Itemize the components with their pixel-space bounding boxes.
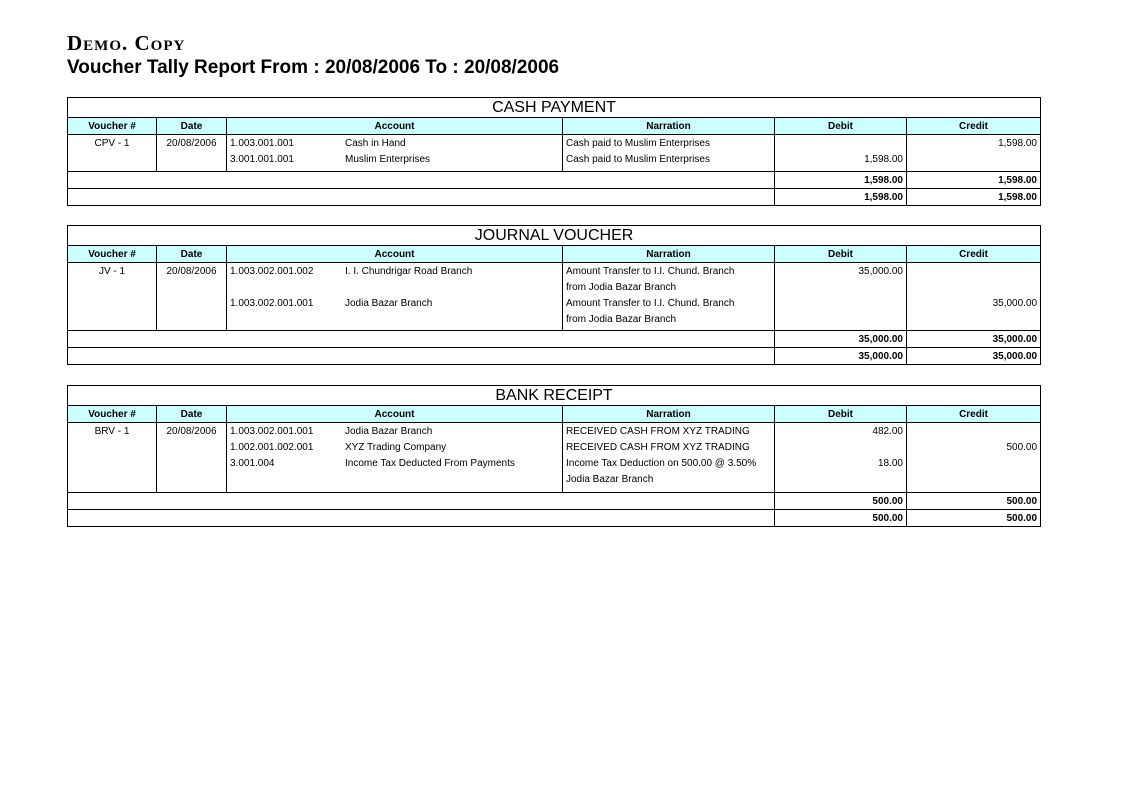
account-code: 3.001.004 [230, 458, 275, 469]
company-name: Demo. Copy [67, 31, 186, 55]
grand-total-spacer [68, 348, 775, 365]
narration: RECEIVED CASH FROM XYZ TRADING [566, 426, 750, 437]
col-account: Account [227, 246, 563, 263]
total-debit: 500.00 [775, 493, 907, 510]
debit-cell [775, 263, 907, 331]
col-date: Date [157, 246, 227, 263]
narration-cell [563, 423, 775, 493]
report-title: Voucher Tally Report From : 20/08/2006 To : 20/08/2006 [67, 57, 560, 78]
total-credit: 35,000.00 [907, 331, 1041, 348]
total-spacer [68, 493, 775, 510]
section-table [67, 225, 1041, 365]
account-name: Cash in Hand [345, 138, 406, 149]
total-credit: 1,598.00 [907, 172, 1041, 189]
debit-cell [775, 423, 907, 493]
section-table [67, 97, 1041, 206]
col-debit: Debit [775, 246, 907, 263]
debit-cell [775, 135, 907, 172]
account-cell [227, 135, 563, 172]
section-title: JOURNAL VOUCHER [68, 226, 1041, 246]
narration: Amount Transfer to I.I. Chund. Branch [566, 298, 735, 309]
narration: Amount Transfer to I.I. Chund. Branch [566, 266, 735, 277]
col-credit: Credit [907, 246, 1041, 263]
credit-amount: 500.00 [1006, 442, 1038, 453]
total-credit: 500.00 [907, 493, 1041, 510]
col-voucher: Voucher # [68, 118, 157, 135]
col-voucher: Voucher # [68, 406, 157, 423]
section-journal-voucher [67, 225, 1040, 365]
account-code: 1.003.002.001.001 [230, 426, 314, 437]
narration: Cash paid to Muslim Enterprises [566, 138, 710, 149]
voucher-date: 20/08/2006 [157, 423, 227, 493]
account-name: Jodia Bazar Branch [345, 298, 433, 309]
credit-amount [910, 264, 1037, 280]
account-cell [227, 263, 563, 331]
account-name: Jodia Bazar Branch [345, 426, 433, 437]
narration: from Jodia Bazar Branch [566, 314, 677, 325]
narration: Jodia Bazar Branch [566, 474, 654, 485]
col-account: Account [227, 406, 563, 423]
section-bank-receipt [67, 385, 1040, 527]
grand-total-debit: 35,000.00 [775, 348, 907, 365]
credit-cell [907, 423, 1041, 493]
credit-amount: 35,000.00 [992, 298, 1038, 309]
narration: RECEIVED CASH FROM XYZ TRADING [566, 442, 750, 453]
credit-amount [910, 456, 1037, 472]
total-spacer [68, 331, 775, 348]
narration-cell [563, 263, 775, 331]
col-narration: Narration [563, 406, 775, 423]
debit-amount: 1,598.00 [864, 154, 903, 165]
debit-amount [778, 440, 903, 456]
voucher-date: 20/08/2006 [157, 135, 227, 172]
col-date: Date [157, 118, 227, 135]
account-cell [227, 423, 563, 493]
section-table [67, 385, 1041, 527]
grand-total-credit: 1,598.00 [907, 189, 1041, 206]
grand-total-spacer [68, 189, 775, 206]
grand-total-debit: 1,598.00 [775, 189, 907, 206]
col-credit: Credit [907, 406, 1041, 423]
col-debit: Debit [775, 118, 907, 135]
credit-amount [910, 424, 1037, 440]
credit-amount: 1,598.00 [998, 138, 1037, 149]
narration: Income Tax Deduction on 500.00 @ 3.50% [566, 458, 757, 469]
section-title: BANK RECEIPT [68, 386, 1041, 406]
account-code: 1.002.001.002.001 [230, 442, 314, 453]
grand-total-debit: 500.00 [775, 510, 907, 527]
debit-amount: 35,000.00 [858, 266, 903, 277]
debit-amount [778, 296, 903, 312]
grand-total-credit: 35,000.00 [907, 348, 1041, 365]
col-credit: Credit [907, 118, 1041, 135]
section-cash-payment [67, 97, 1040, 206]
voucher-no: CPV - 1 [68, 135, 157, 172]
account-code: 3.001.001.001 [230, 154, 294, 165]
col-debit: Debit [775, 406, 907, 423]
credit-cell [907, 135, 1041, 172]
credit-cell [907, 263, 1041, 331]
credit-amount [910, 152, 1037, 168]
section-title: CASH PAYMENT [68, 98, 1041, 118]
grand-total-credit: 500.00 [907, 510, 1041, 527]
voucher-no: JV - 1 [68, 263, 157, 331]
debit-amount: 18.00 [877, 458, 903, 469]
account-name: Income Tax Deducted From Payments [345, 458, 515, 469]
col-voucher: Voucher # [68, 246, 157, 263]
voucher-date: 20/08/2006 [157, 263, 227, 331]
debit-amount: 482.00 [872, 426, 903, 437]
account-code: 1.003.001.001 [230, 138, 294, 149]
account-code: 1.003.002.001.001 [230, 298, 314, 309]
col-account: Account [227, 118, 563, 135]
grand-total-spacer [68, 510, 775, 527]
col-narration: Narration [563, 246, 775, 263]
narration: from Jodia Bazar Branch [566, 282, 677, 293]
total-debit: 35,000.00 [775, 331, 907, 348]
col-date: Date [157, 406, 227, 423]
total-debit: 1,598.00 [775, 172, 907, 189]
total-spacer [68, 172, 775, 189]
account-name: XYZ Trading Company [345, 442, 447, 453]
narration-cell [563, 135, 775, 172]
voucher-no: BRV - 1 [68, 423, 157, 493]
narration: Cash paid to Muslim Enterprises [566, 154, 710, 165]
debit-amount [778, 136, 903, 152]
account-name: Muslim Enterprises [345, 154, 431, 165]
col-narration: Narration [563, 118, 775, 135]
account-code: 1.003.002.001.002 [230, 266, 314, 277]
account-name: I. I. Chundrigar Road Branch [345, 266, 473, 277]
